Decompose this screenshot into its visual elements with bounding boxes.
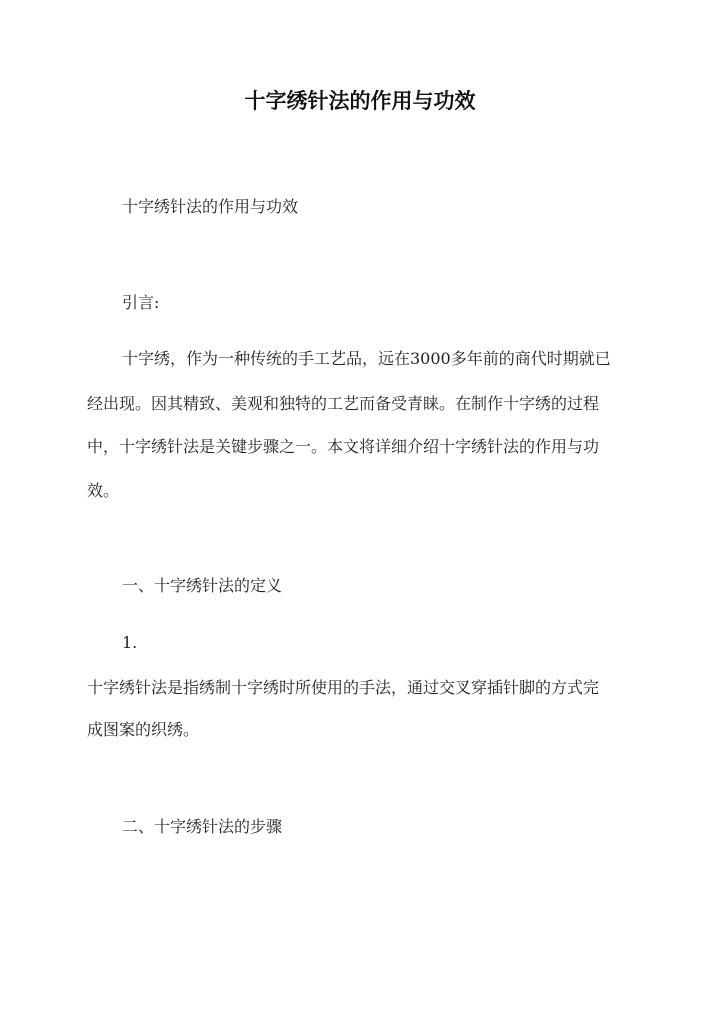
intro-paragraph-line: 经出现。因其精致、美观和独特的工艺而备受青睐。在制作十字绣的过程 [87,394,600,413]
section-heading-definition: 一、十字绣针法的定义 [122,576,283,595]
document-subtitle: 十字绣针法的作用与功效 [122,197,299,216]
intro-paragraph-line: 中，十字绣针法是关键步骤之一。本文将详细介绍十字绣针法的作用与功 [87,437,600,456]
intro-paragraph-line: 十字绣，作为一种传统的手工艺品，远在3000多年前的商代时期就已 [122,349,611,368]
section-heading-steps: 二、十字绣针法的步骤 [122,817,283,836]
list-item-number: 1. [122,633,138,652]
definition-paragraph-line: 成图案的织绣。 [87,720,200,739]
definition-paragraph-line: 十字绣针法是指绣制十字绣时所使用的手法，通过交叉穿插针脚的方式完 [87,678,600,697]
intro-paragraph-line: 效。 [87,481,120,500]
document-title: 十字绣针法的作用与功效 [244,88,476,113]
intro-heading: 引言: [122,293,160,312]
